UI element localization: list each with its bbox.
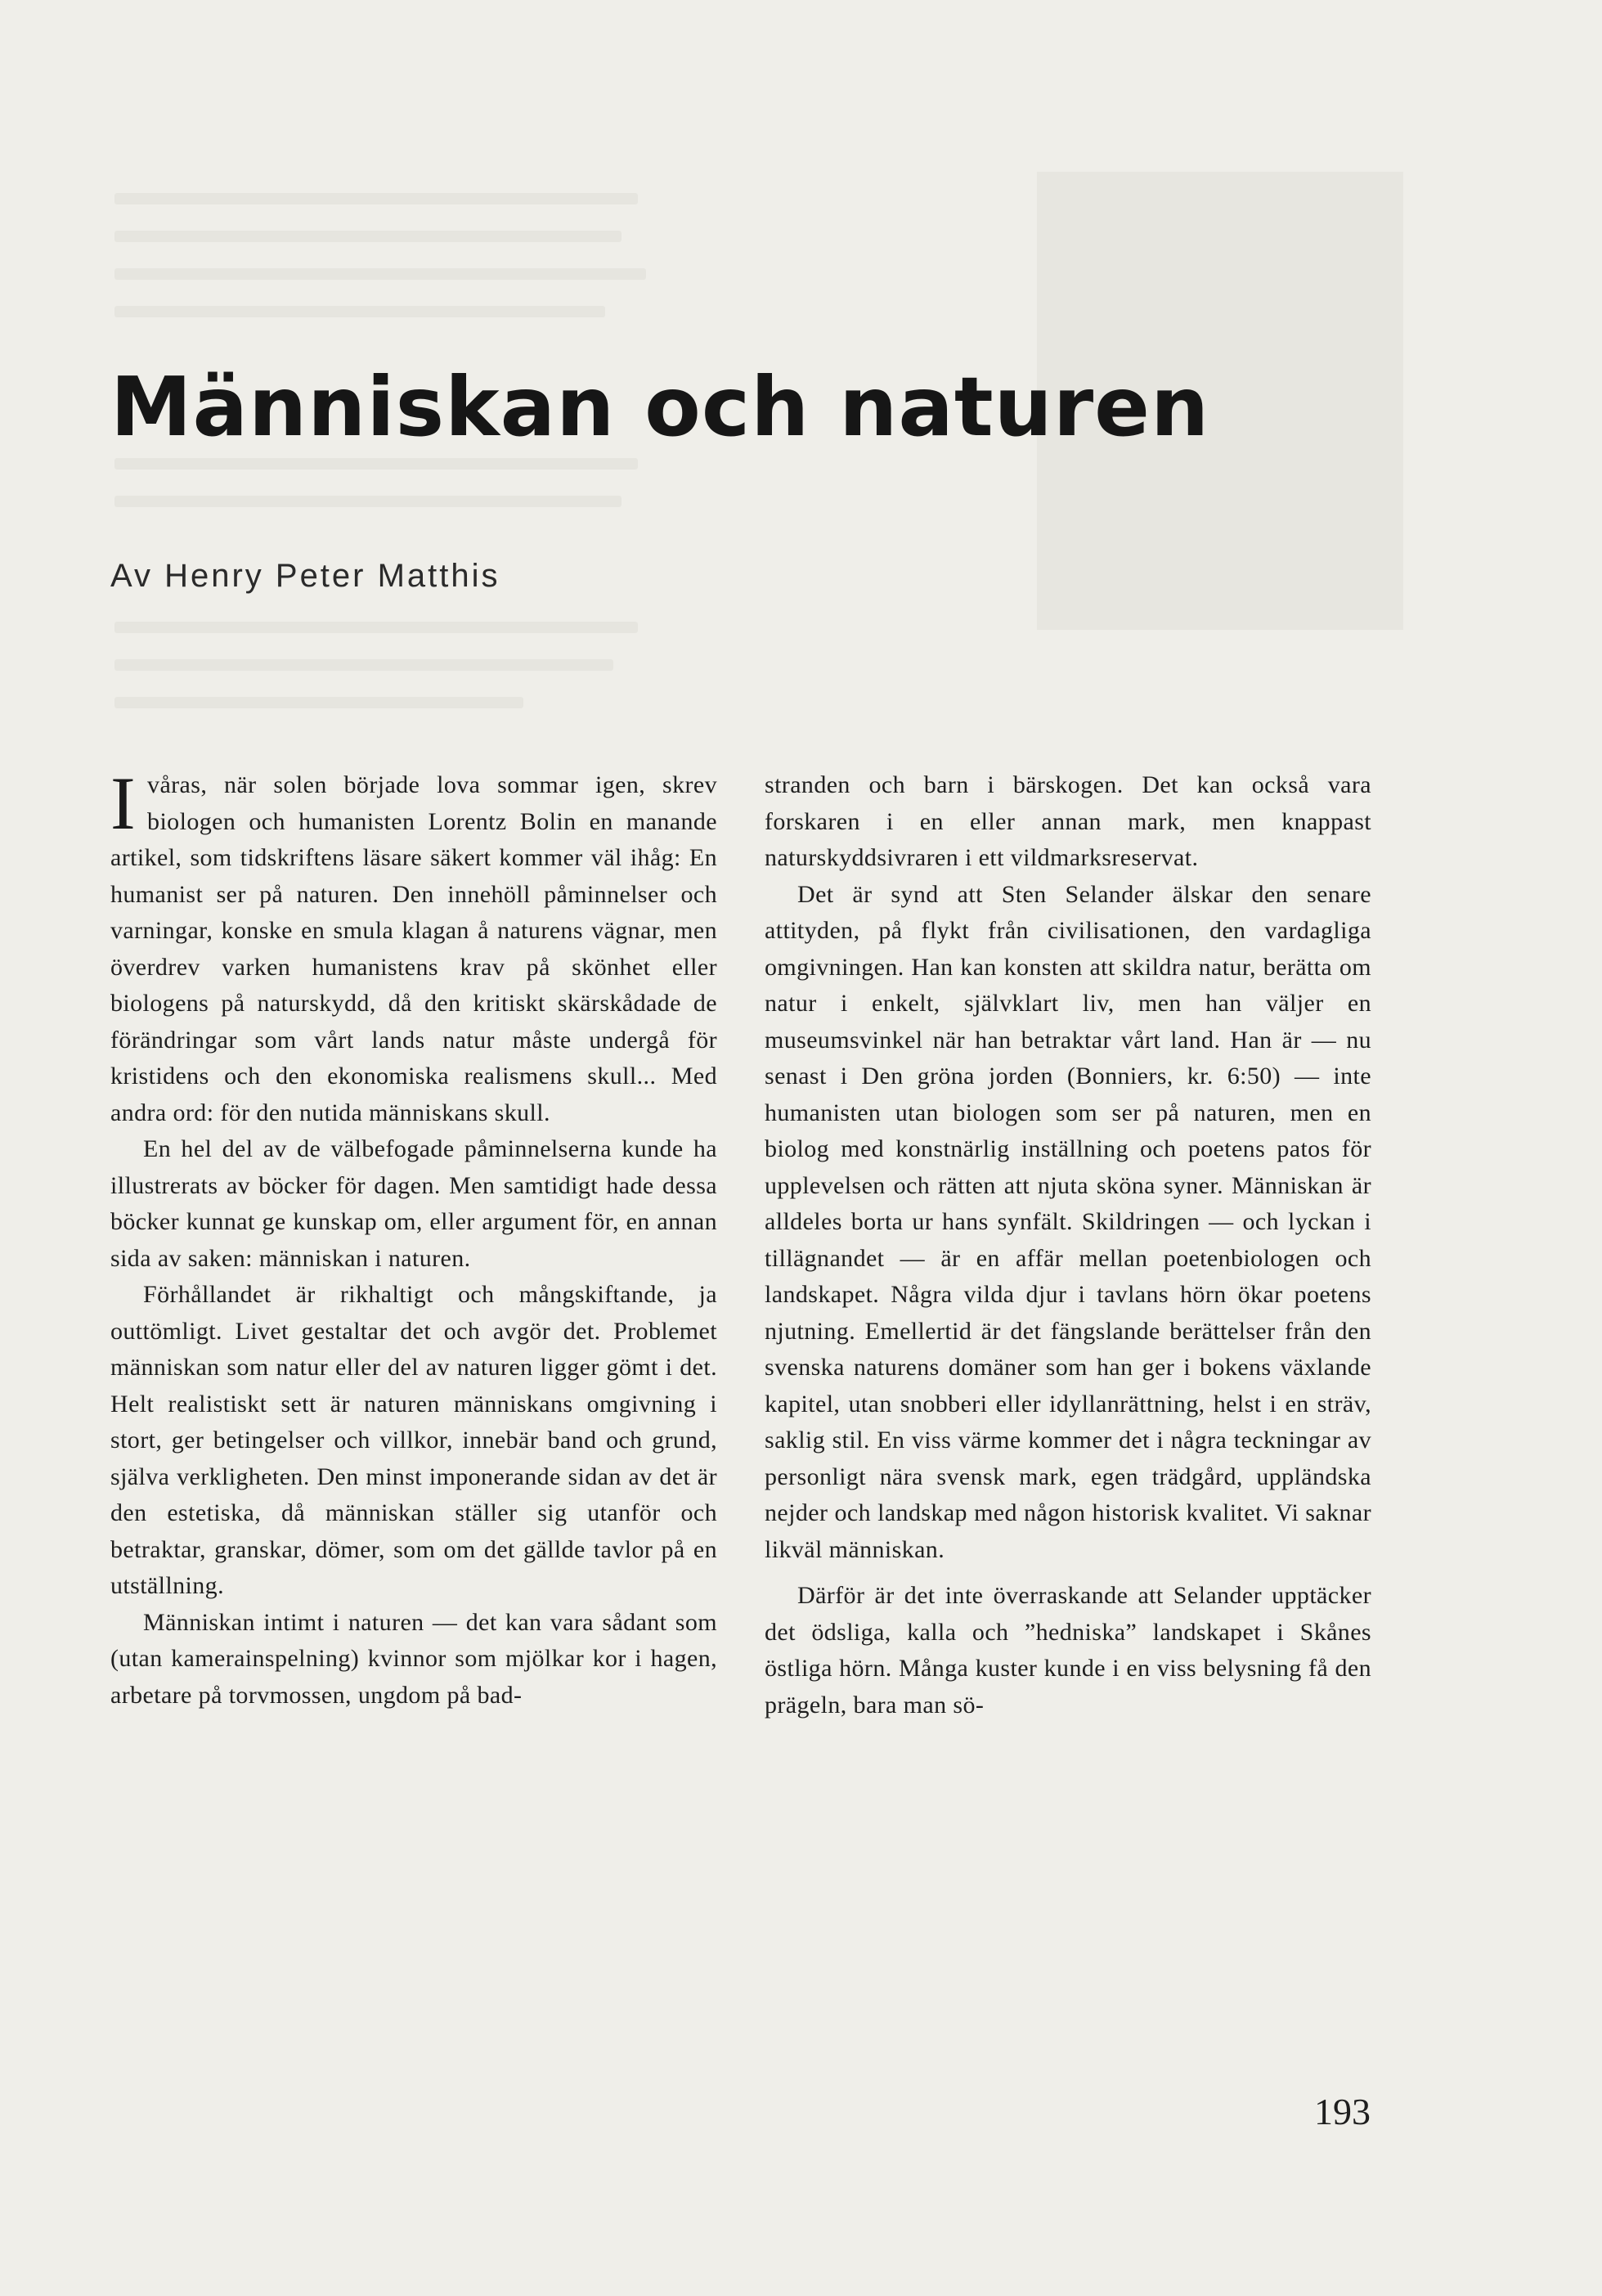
- article-title: Människan och naturen: [110, 359, 1210, 455]
- bleed-through-text: [114, 458, 638, 470]
- bleed-through-text: [114, 496, 622, 507]
- paragraph-intro: [110, 762, 717, 1131]
- bleed-through-text: [114, 193, 638, 204]
- bleed-through-text: [114, 622, 638, 633]
- drop-cap: I: [110, 762, 137, 845]
- paragraph-text: våras, när solen började lova sommar igen, skrev biologen och humanisten Lorentz Bolin en manande artikel, som tidskriftens läsare säkert kommer väl ihåg: En humanist ser på naturen. Den innehöll påminnelser och varningar, konske en smula klagan å naturens vägnar, men överdrev varken humanistens krav på skönhet eller biologens på naturskydd, då den kritiskt skärskådade de förändringar som vårt lands natur måste undergå för kristidens och den ekonomiska realismens skull... Med andra ord: för den nutida människans skull.: [110, 771, 717, 1126]
- page-number: 193: [1314, 2091, 1371, 2132]
- bleed-through-text: [114, 268, 646, 280]
- paragraph: Människan intimt i naturen — det kan vara sådant som (utan kamerainspelning) kvinnor som mjölkar kor i hagen, arbetare på torvmossen, ungdom på bad-: [110, 1608, 717, 1709]
- bleed-through-text: [114, 306, 605, 317]
- left-column: [110, 762, 717, 1714]
- paragraph: Därför är det inte överraskande att Selander upptäcker det ödsliga, kalla och ”hedniska” landskapet i Skånes östliga hörn. Många kuster kunde i en viss belysning få den prägeln, bara man sö-: [765, 1582, 1371, 1719]
- bleed-through-text: [114, 231, 622, 242]
- paragraph: stranden och barn i bärskogen. Det kan också vara forskaren i en eller annan mark, men knappast naturskyddsivraren i ett vildmarksreservat.: [765, 771, 1371, 871]
- right-column: [765, 767, 1371, 1723]
- paragraph: Det är synd att Sten Selander älskar den senare attityden, på flykt från civilisationen, den vardagliga omgivningen. Han kan konsten att skildra natur, berätta om natur i enkelt, självklart liv, men han väljer en museumsvinkel när han betraktar vårt land. Han är — nu senast i Den gröna jorden (Bonniers, kr. 6:50) — inte humanisten utan biologen som ser på naturen, men en biolog med konstnärlig inställning och poetens patos för upplevelsen och rätten att njuta sköna syner. Människan är alldeles borta ur hans synfält. Skildringen — och lyckan i tillägnandet — är en affär mellan poetenbiologen och landskapet. Några vilda djur i tavlans hörn ökar poetens njutning. Emellertid är det fängslande berättelser från den svenska naturens domäner som han ger i bokens växlande kapitel, utan snobberi eller idyllanrättning, helst i en sträv, saklig stil. En viss värme kommer det i några teckningar av personligt nära svensk mark, egen trädgård, uppländska nejder och landskap med någon historisk kvalitet. Vi saknar likväl människan.: [765, 880, 1371, 1563]
- article-byline: Av Henry Peter Matthis: [110, 558, 500, 594]
- bleed-through-text: [114, 659, 613, 671]
- paragraph: Förhållandet är rikhaltigt och mångskiftande, ja outtömligt. Livet gestaltar det och avgör det. Problemet människan som natur eller del av naturen ligger gömt i det. Helt realistiskt sett är naturen människans omgivning i stort, ger betingelser och villkor, innebär band och grund, själva verkligheten. Den minst imponerande sidan av det är den estetiska, då människan ställer sig utanför och betraktar, granskar, dömer, som om det gällde tavlor på en utställning.: [110, 1281, 717, 1599]
- bleed-through-text: [114, 697, 523, 708]
- paragraph: En hel del av de välbefogade påminnelserna kunde ha illustrerats av böcker för dagen. Men samtidigt hade dessa böcker kunnat ge kunskap om, eller argument för, en annan sida av saken: människan i naturen.: [110, 1135, 717, 1272]
